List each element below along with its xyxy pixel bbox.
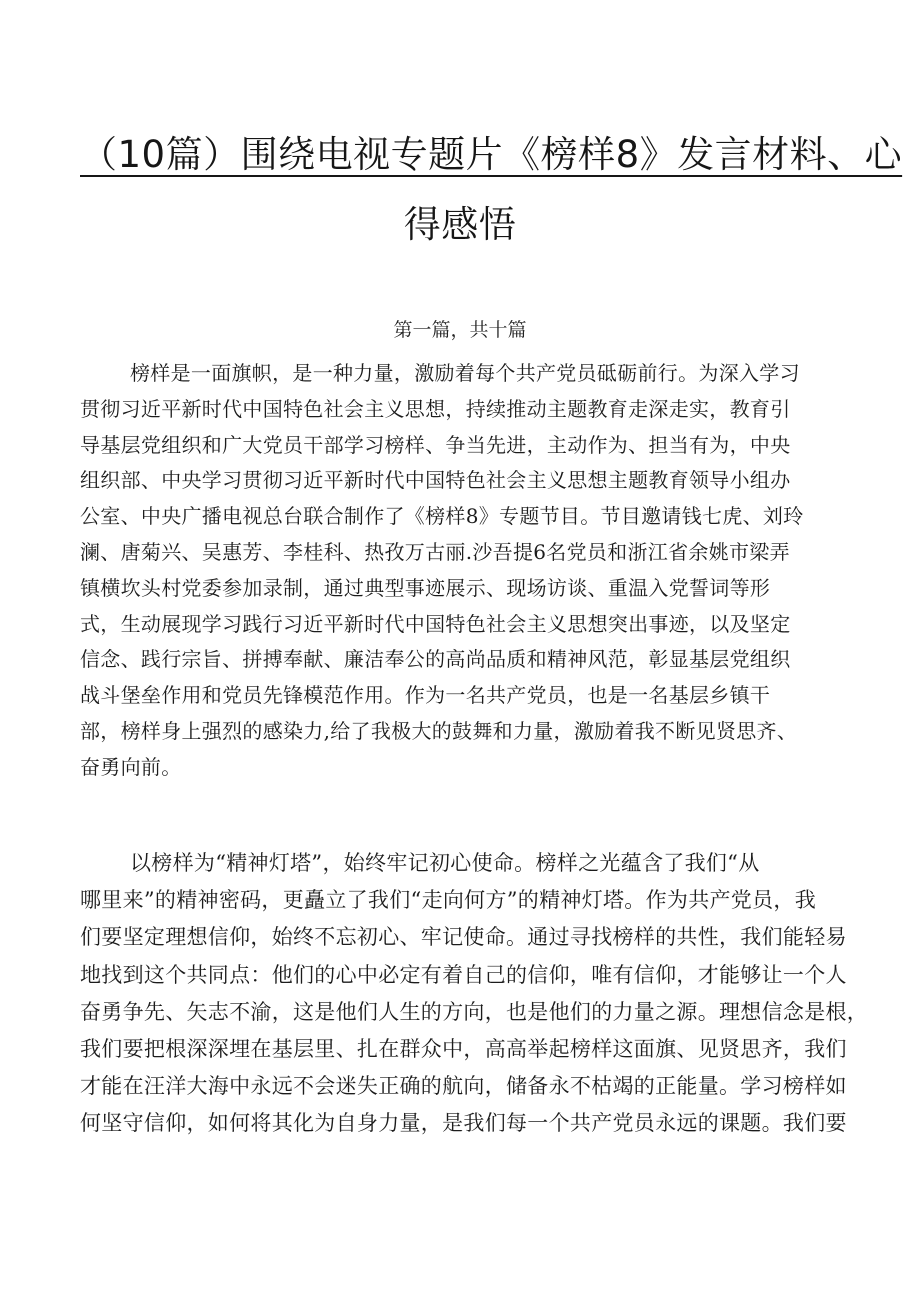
paragraph-line: 贯彻习近平新时代中国特色社会主义思想，持续推动主题教育走深走实，教育引 [80,396,791,421]
section-subtitle: 第一篇，共十篇 [393,319,527,341]
paragraph-line: 榜样是一面旗帜，是一种力量，激励着每个共产党员砥砺前行。为深入学习 [130,361,800,385]
paragraph-line: 部，榜样身上强烈的感染力,给了我极大的鼓舞和力量，激励着我不断见贤思齐、 [80,718,798,743]
paragraph-line: 公室、中央广播电视总台联合制作了《榜样8》专题节目。节目邀请钱七虎、刘玲 [80,504,804,529]
paragraph-2 [80,845,869,1143]
paragraph-line: 奋勇争先、矢志不渝，这是他们人生的方向，也是他们的力量之源。理想信念是根， [80,999,869,1024]
title-line-1: （10篇）围绕电视专题片《榜样8》发言材料、心 [80,133,903,176]
paragraph-line: 们要坚定理想信仰，始终不忘初心、牢记使命。通过寻找榜样的共性，我们能轻易 [80,925,847,950]
paragraph-line: 哪里来”的精神密码，更矗立了我们“走向何方”的精神灯塔。作为共产党员，我 [80,888,817,913]
paragraph-line: 式，生动展现学习践行习近平新时代中国特色社会主义思想突出事迹，以及坚定 [80,611,791,636]
paragraph-line: 我们要把根深深埋在基层里、扎在群众中，高高举起榜样这面旗、见贤思齐，我们 [80,1037,847,1062]
paragraph-line: 组织部、中央学习贯彻习近平新时代中国特色社会主义思想主题教育领导小组办 [80,468,791,493]
paragraph-line: 奋勇向前。 [80,754,182,779]
paragraph-line: 镇横坎头村党委参加录制，通过典型事迹展示、现场访谈、重温入党誓词等形 [80,575,771,600]
paragraph-1 [80,356,850,786]
paragraph-line: 以榜样为“精神灯塔”，始终牢记初心使命。榜样之光蕴含了我们“从 [130,851,760,875]
title-line-2: 得感悟 [403,203,517,246]
paragraph-line: 何坚守信仰，如何将其化为自身力量，是我们每一个共产党员永远的课题。我们要 [80,1111,847,1136]
paragraph-line: 才能在汪洋大海中永远不会迷失正确的航向，储备永不枯竭的正能量。学习榜样如 [80,1074,847,1099]
paragraph-line: 澜、唐菊兴、吴惠芳、李桂科、热孜万古丽.沙吾提6名党员和浙江省余姚市梁弄 [80,539,790,564]
paragraph-line: 信念、践行宗旨、拼搏奉献、廉洁奉公的高尚品质和精神风范，彰显基层党组织 [80,647,791,672]
paragraph-line: 地找到这个共同点：他们的心中必定有着自己的信仰，唯有信仰，才能够让一个人 [80,962,847,987]
paragraph-line: 导基层党组织和广大党员干部学习榜样、争当先进，主动作为、担当有为，中央 [80,432,791,457]
document-title [80,120,903,260]
paragraph-line: 战斗堡垒作用和党员先锋模范作用。作为一名共产党员，也是一名基层乡镇干 [80,683,771,708]
